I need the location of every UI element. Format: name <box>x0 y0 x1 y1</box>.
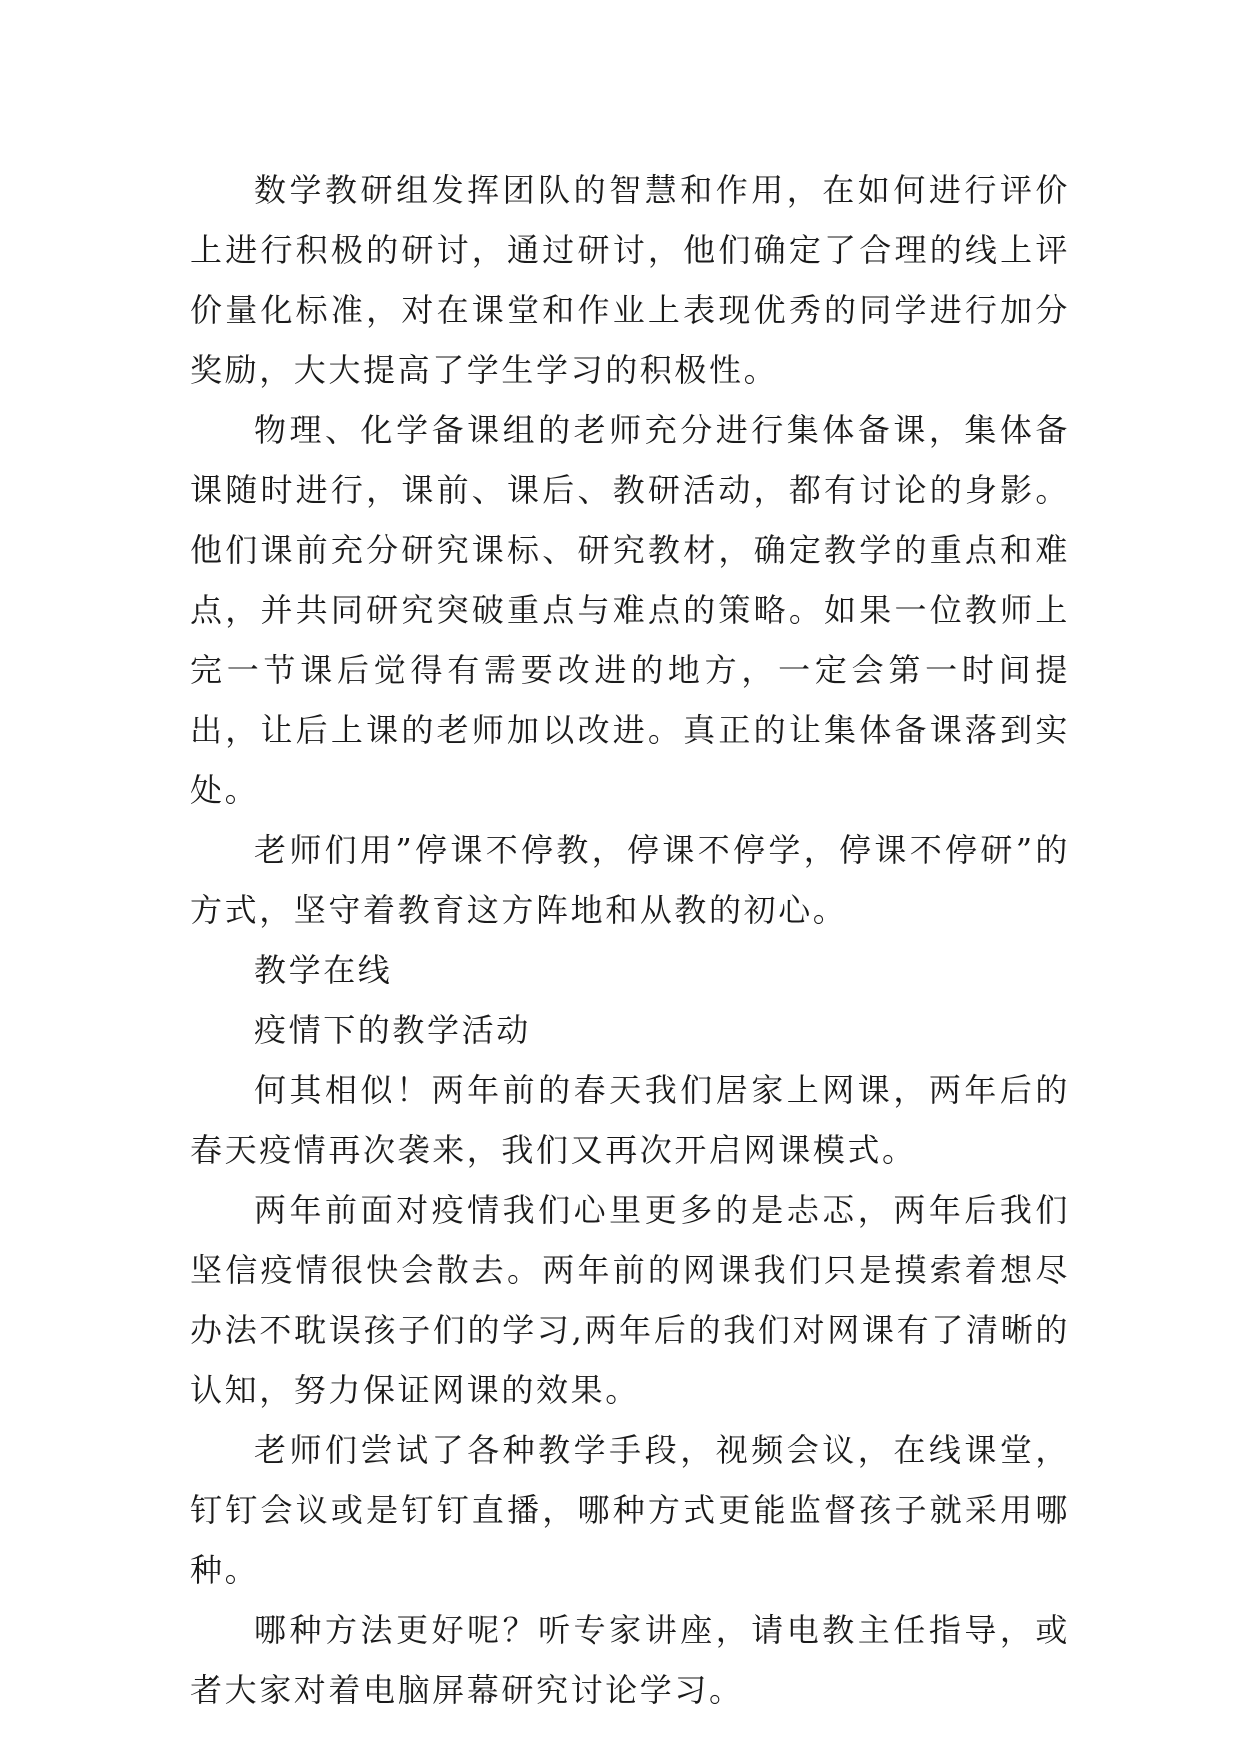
paragraph-teaching-methods: 老师们尝试了各种教学手段，视频会议，在线课堂，钉钉会议或是钉钉直播，哪种方式更能监督孩子就采用哪种。 <box>190 1431 1070 1589</box>
paragraph-how-similar: 何其相似！两年前的春天我们居家上网课，两年后的春天疫情再次袭来，我们又再次开启网课模式。 <box>190 1071 1070 1169</box>
paragraph-math-evaluation: 数学教研组发挥团队的智慧和作用，在如何进行评价上进行积极的研讨，通过研讨，他们确定了合理的线上评价量化标准，对在课堂和作业上表现优秀的同学进行加分奖励，大大提高了学生学习的积极性。 <box>190 171 1070 389</box>
paragraph-physics-chemistry: 物理、化学备课组的老师充分进行集体备课，集体备课随时进行，课前、课后、教研活动，都有讨论的身影。他们课前充分研究课标、研究教材，确定教学的重点和难点，并共同研究突破重点与难点的策略。如果一位教师上完一节课后觉得有需要改进的地方，一定会第一时间提出，让后上课的老师加以改进。真正的让集体备课落到实处。 <box>190 411 1070 809</box>
section-heading-online-teaching: 教学在线 <box>254 951 393 989</box>
section-subheading-pandemic-teaching: 疫情下的教学活动 <box>254 1011 531 1049</box>
paragraph-two-years-ago: 两年前面对疫情我们心里更多的是忐忑，两年后我们坚信疫情很快会散去。两年前的网课我们只是摸索着想尽办法不耽误孩子们的学习,两年后的我们对网课有了清晰的认知，努力保证网课的效果。 <box>190 1191 1070 1409</box>
paragraph-which-method: 哪种方法更好呢？听专家讲座，请电教主任指导，或者大家对着电脑屏幕研究讨论学习。 <box>190 1611 1070 1709</box>
document-body <box>190 160 1070 1720</box>
paragraph-teachers-approach: 老师们用”停课不停教，停课不停学，停课不停研”的方式，坚守着教育这方阵地和从教的初心。 <box>190 831 1070 929</box>
